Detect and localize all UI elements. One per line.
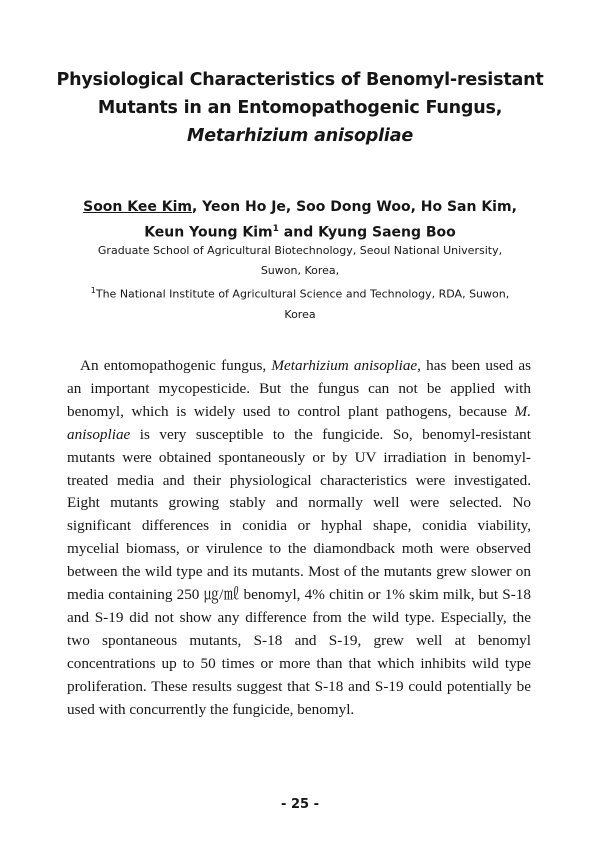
title-line: Physiological Characteristics of Benomyl-resistant [56,70,544,90]
author-line [40,196,560,218]
affiliation-marker: 1 [90,286,96,295]
affiliation-marker: 1 [272,224,279,234]
abstract-text: An entomopathogenic fungus, [80,357,272,374]
affiliation-line: Korea [284,307,316,321]
author-name: Keun Young Kim [144,224,273,241]
author-list [40,196,560,244]
first-author: Soon Kee Kim [83,199,192,215]
title-species-name: Metarhizium anisopliae [186,126,414,146]
abstract-paragraph [67,355,531,722]
abstract-text: is very susceptible to the fungicide. So, benomyl-resistant mutants were obtained spontaneously or by UV irradiation in benomyl-treated media and their physiological characteristics were investigated. Eight mutants growing stably and normally well were selected. No significant differences in conidia or hyphal shape, conidia viability, mycelial biomass, or virulence to the diamondback moth were observed between the wild type and its mutants. Most of the mutants grew slower on media containing 250 ㎍/㎖ benomyl, 4% chitin or 1% skim milk, but S-18 and S-19 did not show any difference from the wild type. Especially, the two spontaneous mutants, S-18 and S-19, grew well at benomyl concentrations up to 50 times or more than that which inhibits wild type proliferation. These results suggest that S-18 and S-19 could potentially be used with concurrently the fungicide, benomyl. [67,425,531,718]
abstract-text: , has been used as an important mycopesticide. But the fungus can not be applied with benomyl, which is widely used to control plant pathogens, because [67,357,532,420]
affiliation-line [40,281,560,305]
author-name: and Kyung Saeng Boo [278,224,456,241]
abstract-species-name: Metarhizium anisopliae [271,357,418,374]
page-number: - 25 - [281,797,319,812]
title-line: Mutants in an Entomopathogenic Fungus, [97,98,503,118]
author-line [40,218,560,244]
affiliation-text: The National Institute of Agricultural Science and Technology, RDA, Suwon, [95,287,510,301]
affiliations [40,241,560,325]
abstract-species-name: M. anisopliae [67,402,531,443]
paper-title [40,66,560,150]
affiliation-line: Graduate School of Agricultural Biotechnology, Seoul National University, [97,244,503,257]
author-names: , Yeon Ho Je, Soo Dong Woo, Ho San Kim, [191,199,517,215]
affiliation-line: Suwon, Korea, [260,264,340,277]
